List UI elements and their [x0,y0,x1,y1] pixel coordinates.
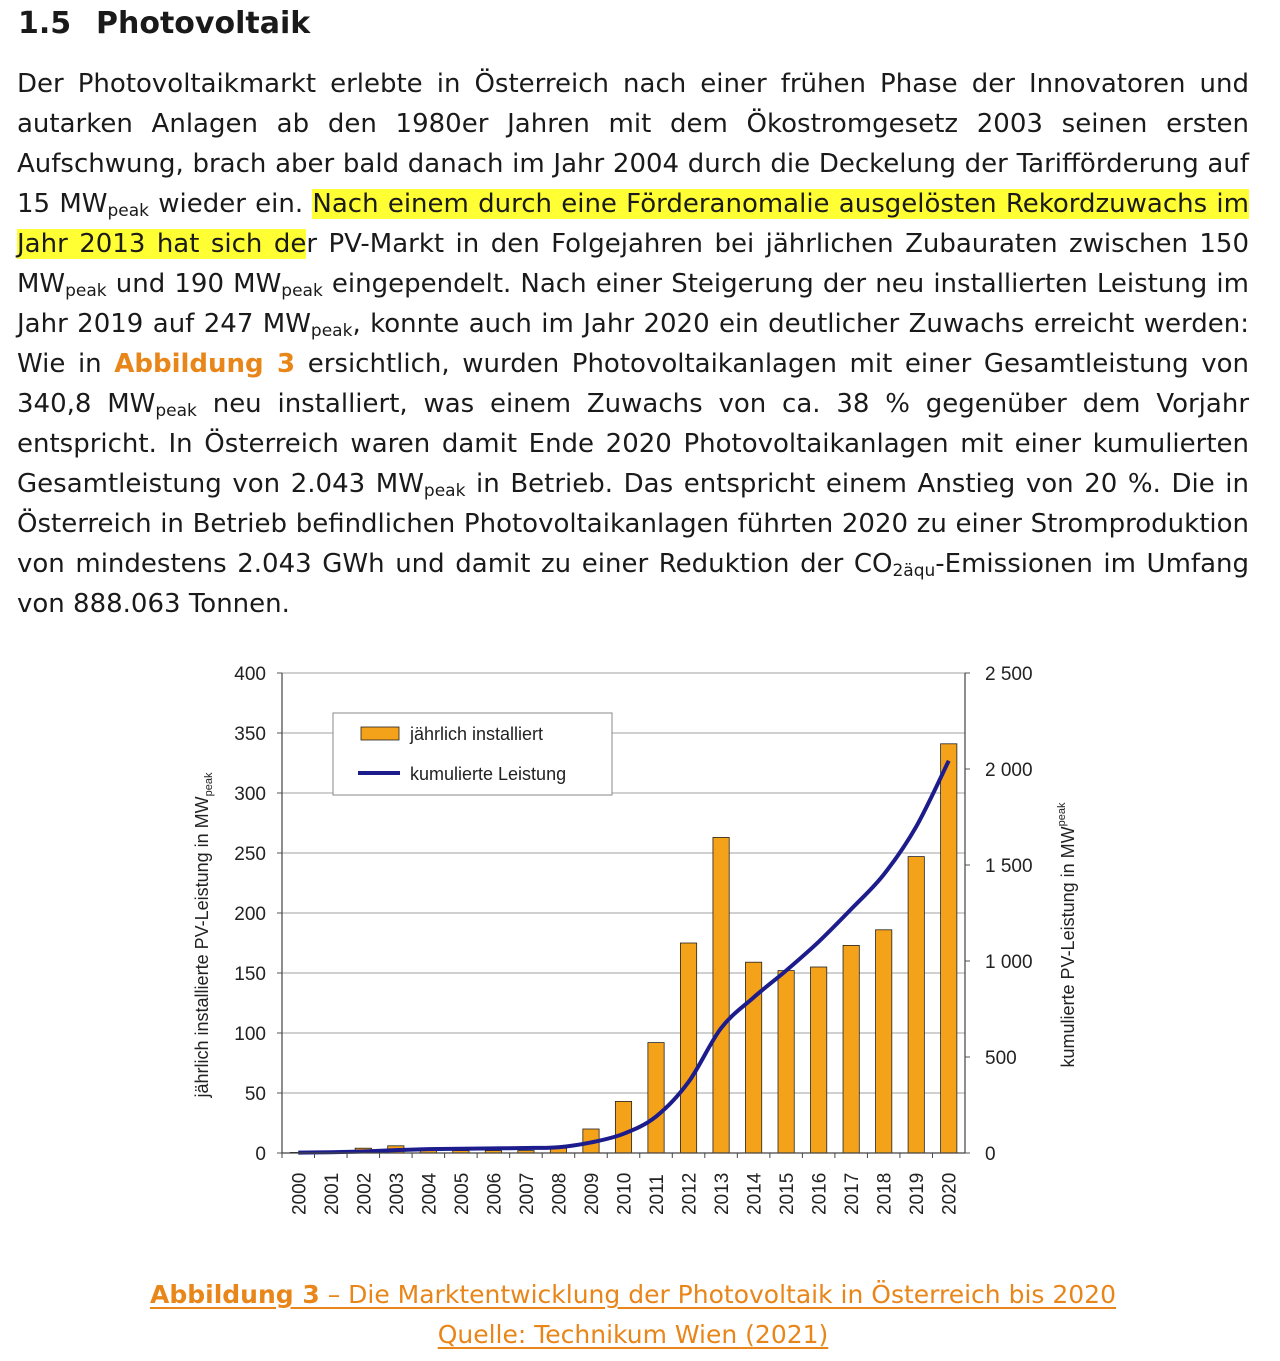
text-run: wieder ein. [149,189,313,219]
subscript-peak: peak [423,481,466,501]
x-tick-label-2010: 2010 [614,1172,636,1215]
x-tick-label-2020: 2020 [939,1172,961,1215]
x-tick-label-2016: 2016 [809,1172,831,1215]
bar-2012 [680,943,696,1153]
bar-2010 [615,1101,631,1153]
x-tick-label-2007: 2007 [516,1172,538,1215]
x-tick-label-2011: 2011 [647,1174,669,1215]
bar-2017 [843,945,859,1153]
subscript-peak: peak [310,321,353,341]
bar-2011 [648,1043,664,1153]
x-tick-label-2015: 2015 [777,1172,799,1215]
x-tick-label-2002: 2002 [354,1172,376,1215]
x-tick-label-2019: 2019 [907,1172,929,1215]
text-run: eingependelt. Nach einer Steigerung der neu installierten Leistung im Jahr 2019 auf 247 MW [17,269,1249,339]
caption-label: Abbildung 3 [149,1280,320,1309]
left-axis-title: jährlich installierte PV-Leistung in $MW_{peak}$ [192,772,215,1098]
bar-2013 [713,837,729,1153]
caption-source: Quelle: Technikum Wien (2021) [437,1320,829,1349]
left-tick-label: 400 [234,664,266,685]
body-paragraph [17,64,1249,624]
right-tick-label: 1 000 [985,952,1033,973]
legend-bar-swatch [361,727,399,740]
bar-2020 [941,744,957,1153]
left-tick-label: 350 [234,724,266,745]
x-tick-label-2008: 2008 [549,1172,571,1215]
left-tick-label: 200 [234,904,266,925]
x-tick-label-2009: 2009 [581,1172,603,1215]
text-run: r PV-Markt in den Folgejahren bei jährlichen Zubauraten zwischen 150 MW [17,229,1250,299]
subscript-peak: peak [281,281,323,301]
subscript-peak: peak [107,201,149,221]
bar-2015 [778,971,794,1153]
right-tick-label: 1 500 [985,856,1033,877]
x-tick-label-2005: 2005 [451,1172,473,1215]
left-tick-label: 0 [255,1144,266,1165]
figure-caption [0,1275,1266,1355]
text-run: Der Photovoltaikmarkt erlebte in Österreich nach einer frühen Phase der Innovatoren und autarken Anlagen ab den 1980er Jahren mit dem Ökostromgesetz 2003 seinen ersten Aufschwung, brach aber bald danach im Jahr 2004 durch die Deckelung der Tarifförderung auf 15 MW [17,69,1249,219]
bar-2019 [908,857,924,1153]
left-tick-label: 250 [234,844,266,865]
x-tick-label-2006: 2006 [484,1172,506,1215]
x-tick-label-2001: 2001 [321,1172,343,1215]
left-tick-label: 50 [244,1084,266,1105]
text-run: -Emissionen im Umfang von 888.063 Tonnen. [17,549,1249,619]
x-tick-label-2000: 2000 [289,1172,311,1215]
right-axis-title: kumulierte PV-Leistung in $MW^{peak}$ [1056,802,1078,1068]
x-tick-label-2003: 2003 [386,1172,408,1215]
legend-line-label: kumulierte Leistung [410,764,567,784]
bar-2016 [811,967,827,1153]
x-tick-label-2018: 2018 [874,1172,896,1215]
right-tick-label: 500 [985,1048,1017,1069]
section-heading [18,6,310,41]
section-number: 1.5 [18,6,72,41]
highlighted-text: Nach einem durch eine Förderanomalie ausgelösten Rekordzuwachs im Jahr 2013 hat sich de [17,189,1249,259]
right-tick-label: 0 [985,1144,996,1165]
left-tick-label: 100 [234,1024,266,1045]
subscript-peak: peak [65,281,107,301]
subscript-co2: 2äqu [892,561,936,581]
text-run: , konnte auch im Jahr 2020 ein deutlicher Zuwachs erreicht werden: Wie in [17,309,1250,379]
left-tick-label: 150 [234,964,266,985]
right-tick-label: 2 000 [985,760,1033,781]
text-run: ersichtlich, wurden Photovoltaikanlagen mit einer Gesamtleistung von 340,8 MW [17,349,1249,419]
x-tick-label-2014: 2014 [744,1172,766,1215]
x-tick-label-2012: 2012 [679,1172,701,1215]
text-run: neu installiert, was einem Zuwachs von ca. 38 % gegenüber dem Vorjahr entspricht. In Österreich waren damit Ende 2020 Photovoltaikanlagen mit einer kumulierten Gesamtleistung von 2.043 MW [17,389,1250,499]
right-tick-label: 2 500 [985,664,1033,685]
section-title: Photovoltaik [96,6,311,41]
text-run: in Betrieb. Das entspricht einem Anstieg von 20 %. Die in Österreich in Betrieb befindlichen Photovoltaikanlagen führten 2020 zu einer Stromproduktion von mindestens 2.043 GWh und damit zu einer Reduktion der CO [17,469,1249,579]
legend-bar-label: jährlich installiert [410,724,544,744]
pv-market-chart [180,645,1080,1235]
x-tick-label-2017: 2017 [842,1172,864,1215]
left-tick-label: 300 [234,784,266,805]
figure-reference-link[interactable]: Abbildung 3 [114,349,296,379]
bar-2018 [876,930,892,1153]
x-tick-label-2013: 2013 [712,1172,734,1215]
x-tick-label-2004: 2004 [419,1172,441,1215]
caption-text: – Die Marktentwicklung der Photovoltaik in Österreich bis 2020 [319,1280,1116,1309]
text-run: und 190 MW [106,269,282,299]
subscript-peak: peak [155,401,197,421]
